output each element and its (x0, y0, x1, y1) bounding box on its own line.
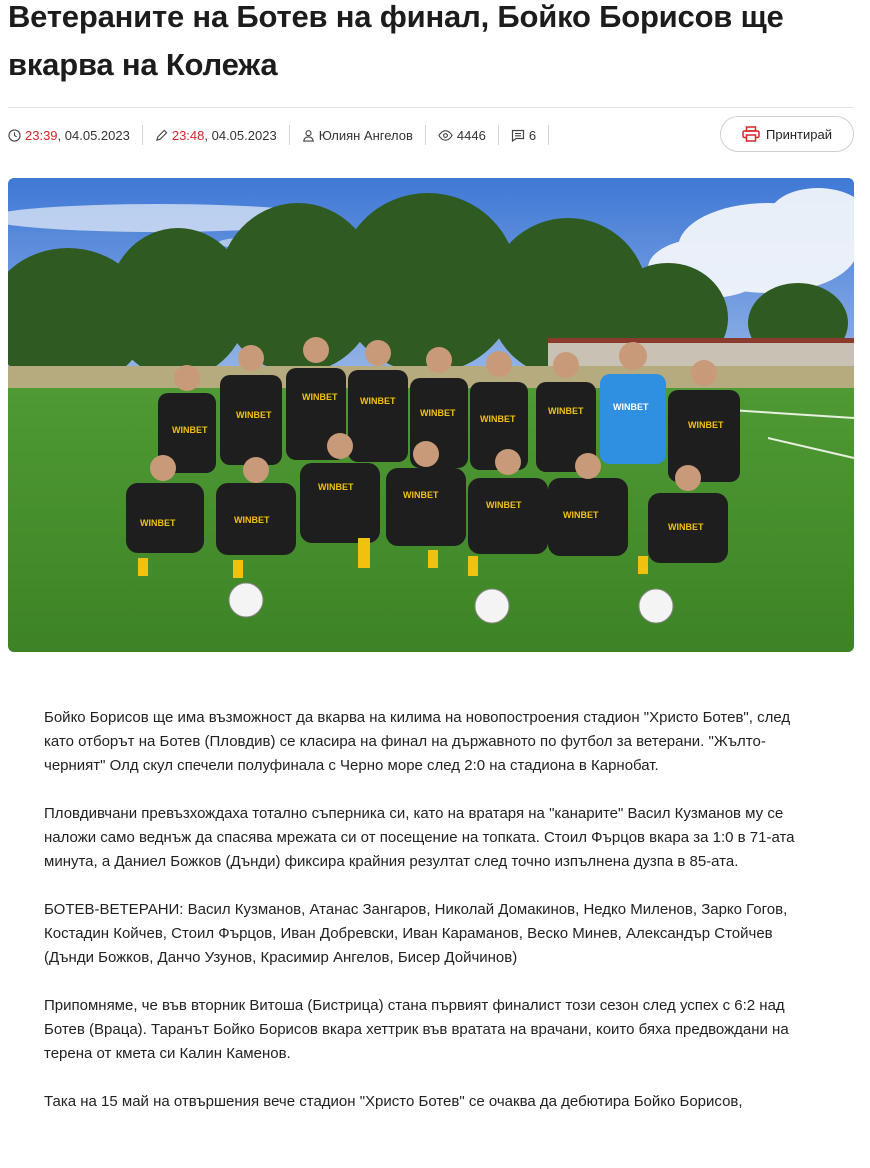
published-time: 23:39 (25, 127, 58, 143)
meta-separator (425, 125, 426, 145)
article-paragraph: Бойко Борисов ще има възможност да вкарва на килима на новопостроения стадион "Христо Ботев", след като отборът на Ботев (Пловдив) се класира на финал на държавното по футбол за ветерани. "Жълто-черният" Олд скул спечели полуфинала с Черно море след 2:0 на стадиона в Карнобат. (44, 709, 791, 774)
comments-value: 6 (528, 127, 537, 143)
print-button-label: Принтирай (766, 126, 832, 142)
views-count (438, 128, 486, 143)
comments-count[interactable] (511, 128, 536, 143)
svg-text:WINBET: WINBET (360, 396, 396, 406)
edited-datetime (155, 128, 277, 143)
svg-text:WINBET: WINBET (234, 515, 270, 525)
views-value: 4446 (456, 127, 486, 143)
svg-text:WINBET: WINBET (613, 402, 649, 412)
svg-text:WINBET: WINBET (688, 420, 724, 430)
article-title-line-1: Ветераните на Ботев на финал, Бойко Борисов ще (8, 0, 784, 34)
article-paragraph: Така на 15 май на отвършения вече стадион "Христо Ботев" се очаква да дебютира Бойко Борисов, (44, 1093, 743, 1110)
svg-text:WINBET: WINBET (236, 410, 272, 420)
author-name: Юлиян Ангелов (318, 127, 413, 143)
user-icon (302, 129, 315, 142)
svg-text:WINBET: WINBET (480, 414, 516, 424)
svg-text:WINBET: WINBET (548, 406, 584, 416)
article-paragraph: Припомняме, че във вторник Витоша (Бистрица) стана първият финалист този сезон след успех с 6:2 над Ботев (Враца). Таранът Бойко Борисов вкара хеттрик във вратата на врачани, които бяха предвождани на терена от кмета си Калин Каменов. (44, 997, 789, 1062)
article-body (44, 706, 824, 1138)
meta-separator (548, 125, 549, 145)
published-datetime (8, 128, 130, 143)
print-button[interactable] (720, 116, 854, 152)
published-date: , 04.05.2023 (57, 127, 130, 143)
pencil-icon (155, 129, 168, 142)
clock-icon (8, 129, 21, 142)
meta-separator (498, 125, 499, 145)
article-title-line-2: вкарва на Колежа (8, 47, 278, 82)
printer-icon (742, 126, 760, 142)
meta-separator (289, 125, 290, 145)
svg-text:WINBET: WINBET (140, 518, 176, 528)
svg-text:WINBET: WINBET (668, 522, 704, 532)
team-photo-illustration (8, 178, 854, 652)
article-paragraph: БОТЕВ-ВЕТЕРАНИ: Васил Кузманов, Атанас Зангаров, Николай Домакинов, Недко Миленов, Зарко Гогов, Костадин Койчев, Стоил Фърцов, Иван Добревски, Иван Караманов, Веско Минев, Александър Стойчев (Дънди Божков, Данчо Узунов, Красимир Ангелов, Бисер Дойчинов) (44, 901, 788, 966)
svg-text:WINBET: WINBET (302, 392, 338, 402)
eye-icon (438, 129, 453, 142)
svg-text:WINBET: WINBET (172, 425, 208, 435)
svg-text:WINBET: WINBET (563, 510, 599, 520)
svg-text:WINBET: WINBET (420, 408, 456, 418)
svg-text:WINBET: WINBET (403, 490, 439, 500)
article-photo (8, 178, 854, 652)
comment-icon (511, 129, 525, 142)
author[interactable] (302, 128, 413, 143)
svg-text:WINBET: WINBET (486, 500, 522, 510)
edited-time: 23:48 (171, 127, 205, 143)
article-paragraph: Пловдивчани превъзхождаха тотално съперника си, като на вратаря на "канарите" Васил Кузманов му се наложи само веднъж да спасява мрежата си от посещение на топката. Стоил Фърцов вкара за 1:0 в 71-ата минута, а Даниел Божков (Дънди) фиксира крайния резултат след точно изпълнена дузпа в 85-ата. (44, 805, 795, 870)
meta-separator (142, 125, 143, 145)
title-divider (8, 107, 854, 108)
svg-text:WINBET: WINBET (318, 482, 354, 492)
edited-date: , 04.05.2023 (204, 127, 277, 143)
